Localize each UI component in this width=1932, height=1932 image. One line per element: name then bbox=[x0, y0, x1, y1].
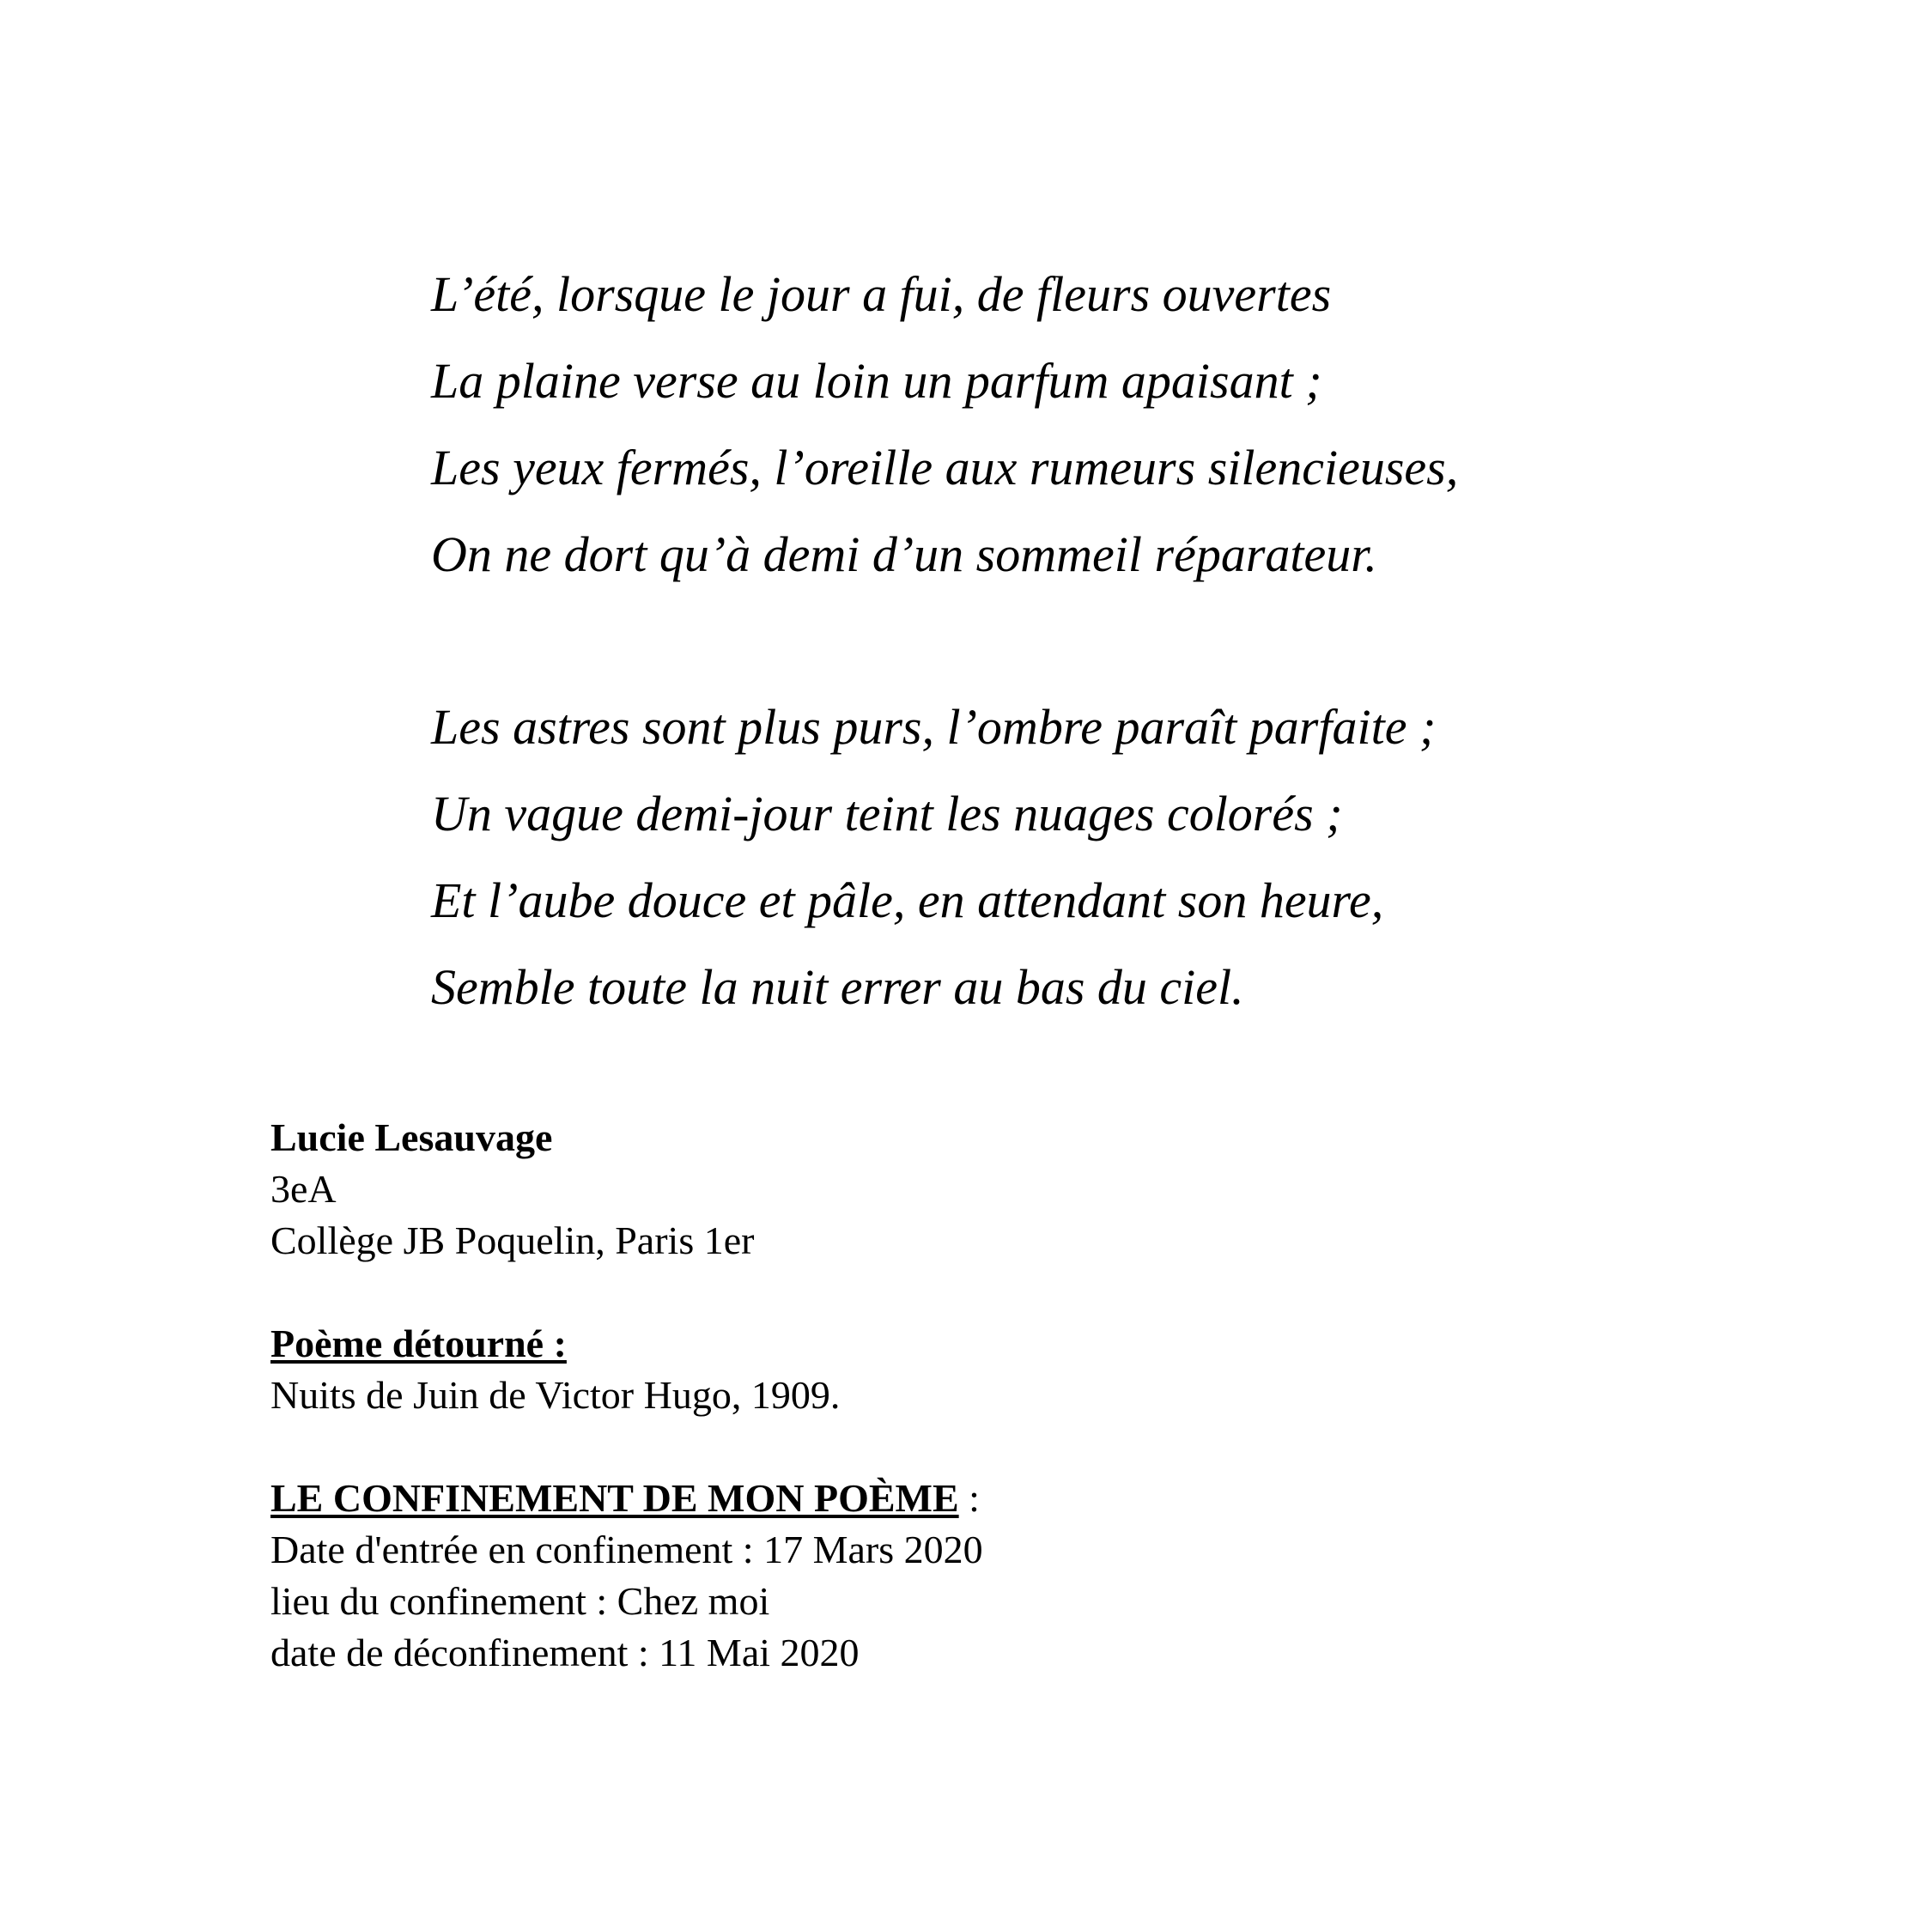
confinement-heading-row bbox=[270, 1473, 1558, 1524]
author-name: Lucie Lesauvage bbox=[270, 1115, 553, 1159]
poem-line: Les yeux fermés, l’oreille aux rumeurs silencieuses, bbox=[431, 440, 1459, 495]
poem-line: On ne dort qu’à demi d’un sommeil réparateur. bbox=[431, 526, 1377, 582]
poem-line: La plaine verse au loin un parfum apaisant ; bbox=[431, 353, 1322, 409]
poem-stanza-2 bbox=[431, 683, 1805, 1030]
confinement-entry-date: Date d'entrée en confinement : 17 Mars 2020 bbox=[270, 1528, 983, 1571]
poem-line: Les astres sont plus purs, l’ombre paraît parfaite ; bbox=[431, 699, 1437, 755]
poem bbox=[431, 251, 1805, 1030]
source-text: Nuits de Juin de Victor Hugo, 1909. bbox=[270, 1373, 841, 1417]
confinement-heading: LE CONFINEMENT DE MON POÈME bbox=[270, 1476, 959, 1520]
poem-line: Semble toute la nuit errer au bas du ciel. bbox=[431, 959, 1244, 1015]
poem-line: Un vague demi-jour teint les nuages colorés ; bbox=[431, 786, 1343, 841]
confinement-block bbox=[270, 1473, 1558, 1679]
author-block bbox=[270, 1112, 1558, 1267]
author-class: 3eA bbox=[270, 1167, 337, 1211]
confinement-heading-suffix: : bbox=[958, 1476, 980, 1520]
author-info bbox=[270, 1112, 1558, 1679]
source-block bbox=[270, 1318, 1558, 1421]
author-school: Collège JB Poquelin, Paris 1er bbox=[270, 1218, 755, 1262]
confinement-place: lieu du confinement : Chez moi bbox=[270, 1579, 770, 1623]
source-heading: Poème détourné : bbox=[270, 1321, 567, 1365]
poem-stanza-1 bbox=[431, 251, 1805, 598]
poem-line: L’été, lorsque le jour a fui, de fleurs ouvertes bbox=[431, 266, 1332, 322]
poem-line: Et l’aube douce et pâle, en attendant son heure, bbox=[431, 872, 1384, 928]
confinement-exit-date: date de déconfinement : 11 Mai 2020 bbox=[270, 1631, 860, 1674]
